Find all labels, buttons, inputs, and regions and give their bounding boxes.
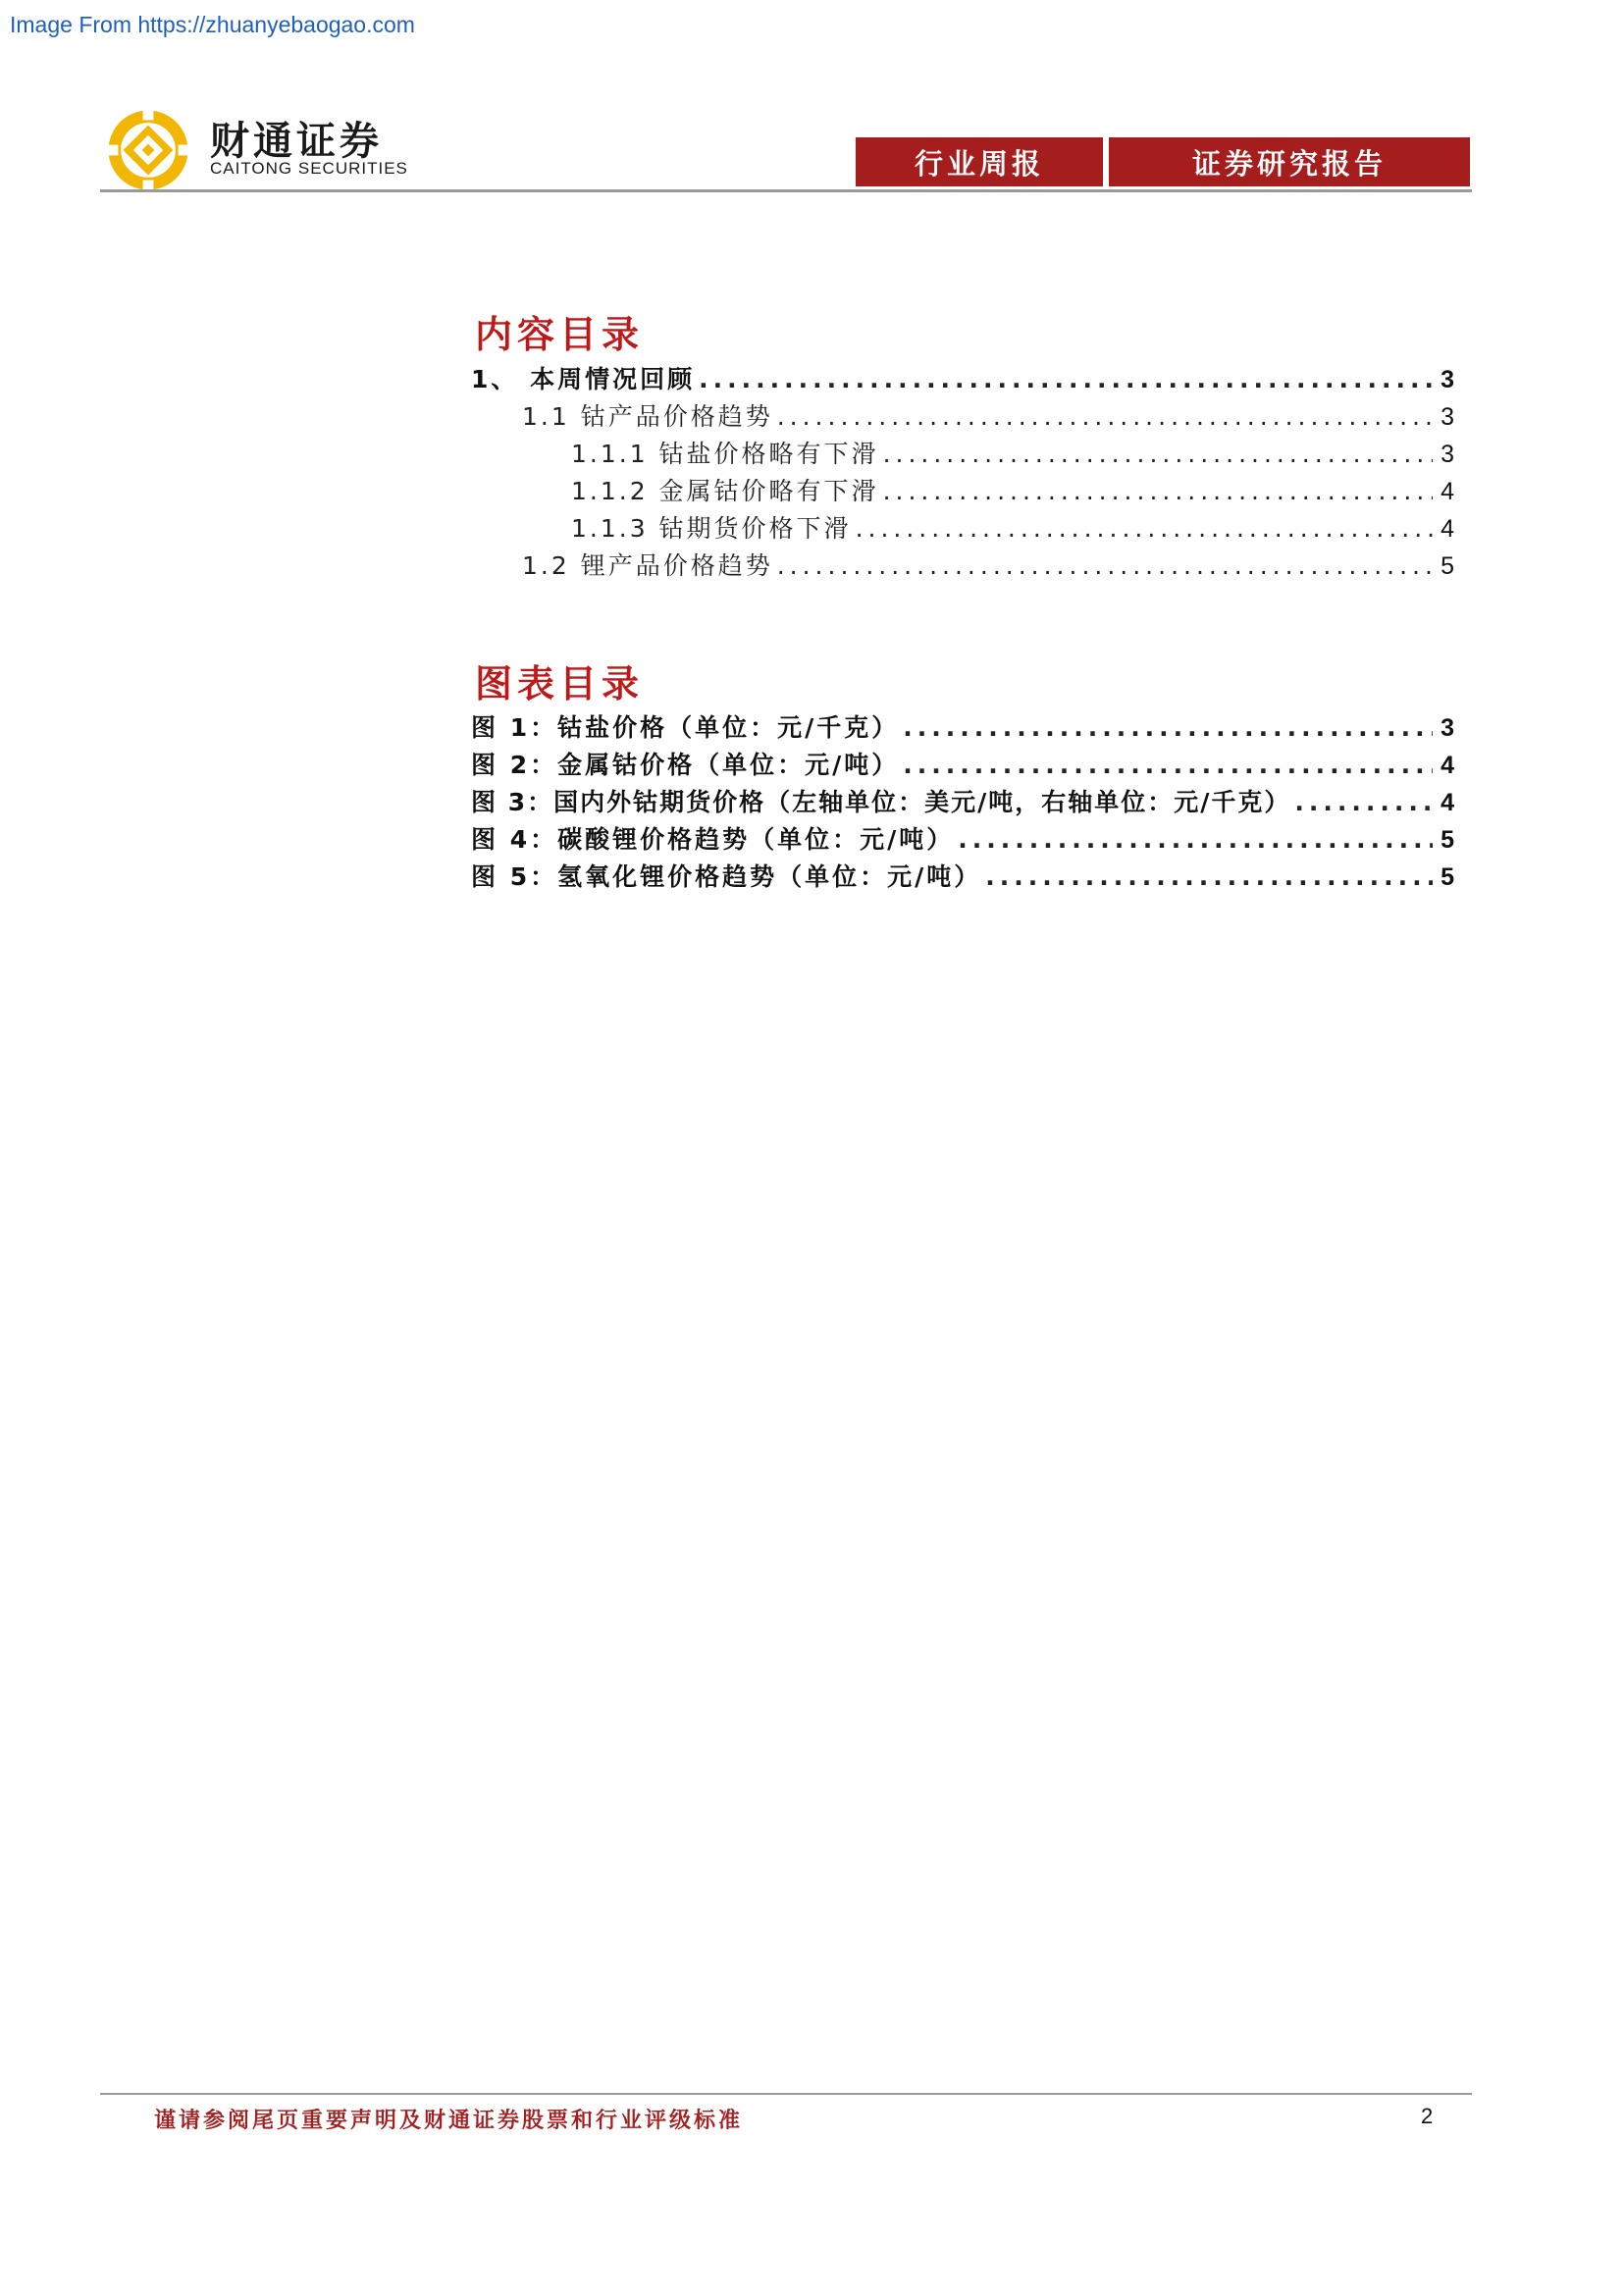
figures-list [471, 708, 1454, 895]
figures-heading: 图表目录 [475, 661, 645, 705]
toc-item-page: 5 [1441, 552, 1454, 580]
toc-item-page: 3 [1441, 403, 1454, 431]
contents-list [471, 360, 1454, 584]
toc-item-page: 4 [1441, 478, 1454, 505]
toc-leader-dots [883, 477, 1433, 505]
toc-leader-dots [777, 551, 1433, 580]
toc-item-label: 1.1.2 金属钴价略有下滑 [571, 477, 879, 505]
toc-item[interactable] [471, 472, 1454, 509]
figure-item-label: 图 5：氢氧化锂价格趋势（单位：元/吨） [471, 862, 982, 891]
toc-item-page: 4 [1441, 515, 1454, 543]
toc-item[interactable] [471, 509, 1454, 547]
watermark-link[interactable]: Image From https://zhuanyebaogao.com [10, 12, 415, 37]
brand-name-en: CAITONG SECURITIES [210, 159, 408, 178]
toc-item-label: 1.1 钴产品价格趋势 [522, 402, 773, 431]
figure-item-page: 3 [1441, 714, 1454, 742]
figure-item[interactable] [471, 858, 1454, 895]
contents-heading: 内容目录 [475, 312, 645, 356]
toc-item-label: 1.1.1 钴盐价格略有下滑 [571, 440, 879, 468]
toc-leader-dots [699, 365, 1433, 393]
figure-item-label: 图 3：国内外钴期货价格（左轴单位：美元/吨，右轴单位：元/千克） [471, 788, 1291, 816]
figure-item-page: 5 [1441, 863, 1454, 891]
toc-item[interactable] [471, 360, 1454, 397]
toc-item-label: 1.2 锂产品价格趋势 [522, 551, 773, 580]
figure-item[interactable] [471, 783, 1454, 820]
toc-leader-dots [777, 402, 1433, 431]
toc-leader-dots [903, 751, 1433, 779]
report-type-tag: 行业周报 [856, 137, 1103, 186]
toc-item-page: 3 [1441, 366, 1454, 393]
toc-item[interactable] [471, 397, 1454, 435]
toc-leader-dots [903, 713, 1433, 742]
toc-item-label: 1.1.3 钴期货价格下滑 [571, 514, 852, 543]
figure-item-label: 图 4：碳酸锂价格趋势（单位：元/吨） [471, 825, 955, 854]
figure-item[interactable] [471, 746, 1454, 783]
toc-leader-dots [1294, 788, 1433, 816]
caitong-logo-icon [104, 106, 192, 194]
figure-item-page: 4 [1441, 789, 1454, 816]
toc-leader-dots [958, 825, 1433, 854]
toc-item-label: 1、 本周情况回顾 [471, 365, 696, 393]
brand-name-cn: 财通证券 [210, 119, 383, 164]
figure-item-page: 5 [1441, 826, 1454, 854]
toc-item-page: 3 [1441, 441, 1454, 468]
footer-divider [100, 2093, 1472, 2095]
toc-item[interactable] [471, 547, 1454, 584]
figure-item[interactable] [471, 820, 1454, 858]
toc-leader-dots [883, 440, 1433, 468]
toc-item[interactable] [471, 435, 1454, 472]
footer-disclaimer: 谨请参阅尾页重要声明及财通证券股票和行业评级标准 [154, 2108, 744, 2133]
toc-leader-dots [985, 862, 1433, 891]
figure-item[interactable] [471, 708, 1454, 746]
figure-item-label: 图 1：钴盐价格（单位：元/千克） [471, 713, 900, 742]
header-divider [100, 189, 1472, 192]
figure-item-label: 图 2：金属钴价格（单位：元/吨） [471, 751, 900, 779]
toc-leader-dots [856, 514, 1433, 543]
figure-item-page: 4 [1441, 752, 1454, 779]
page-number: 2 [1421, 2104, 1434, 2128]
report-category-tag: 证券研究报告 [1109, 137, 1470, 186]
